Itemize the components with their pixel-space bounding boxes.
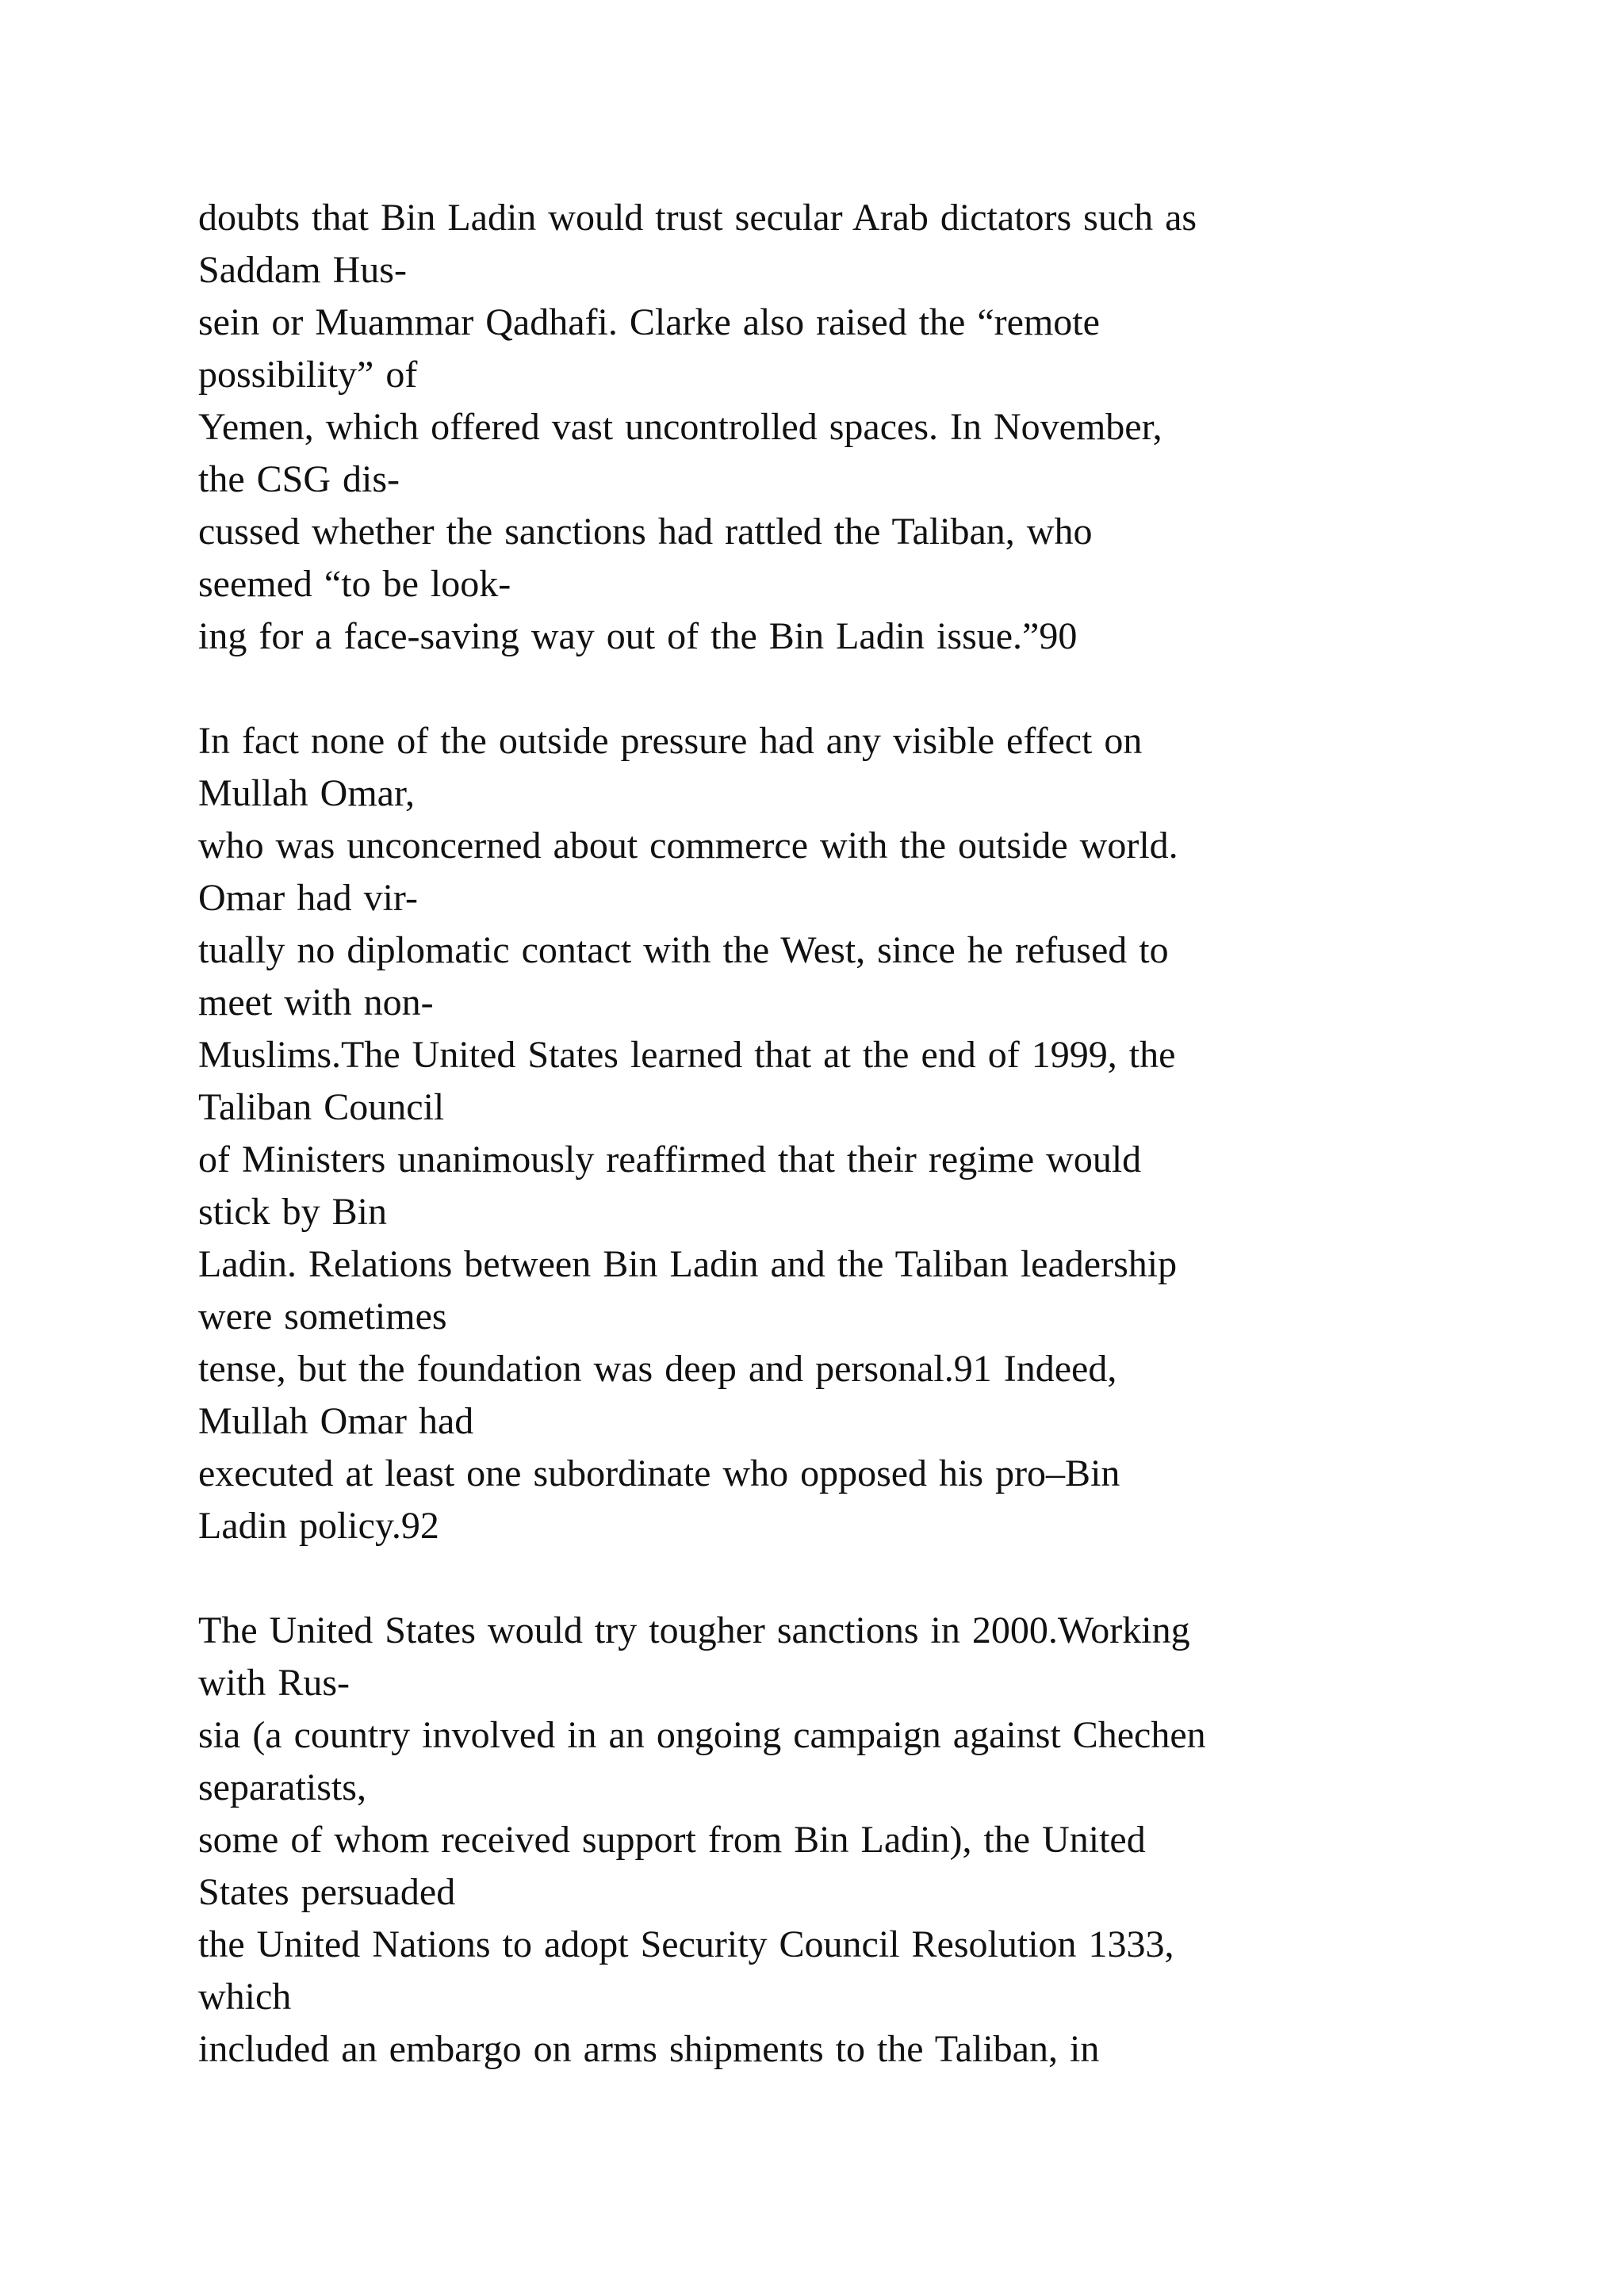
text-line: Yemen, which offered vast uncontrolled spaces. In November, (198, 406, 1162, 448)
text-line: included an embargo on arms shipments to the Taliban, in (198, 2028, 1100, 2070)
text-line: doubts that Bin Ladin would trust secular Arab dictators such as (198, 197, 1197, 239)
text-line: were sometimes (198, 1295, 447, 1337)
text-line: possibility” of (198, 354, 418, 396)
text-line: Mullah Omar had (198, 1400, 474, 1442)
text-line: of Ministers unanimously reaffirmed that their regime would (198, 1138, 1142, 1181)
text-line: Mullah Omar, (198, 772, 416, 814)
text-line: tually no diplomatic contact with the West, since he refused to (198, 929, 1169, 971)
text-line: Taliban Council (198, 1086, 445, 1128)
text-line: meet with non- (198, 982, 434, 1024)
paragraph-3 (198, 1605, 1515, 2076)
text-line: separatists, (198, 1766, 366, 1808)
paragraph-spacer (198, 663, 1515, 715)
text-line: In fact none of the outside pressure had any visible effect on (198, 720, 1143, 762)
text-line: Ladin policy.92 (198, 1505, 439, 1547)
text-line: who was unconcerned about commerce with the outside world. (198, 825, 1178, 867)
text-line: seemed “to be look- (198, 563, 511, 605)
text-line: cussed whether the sanctions had rattled the Taliban, who (198, 511, 1093, 553)
text-line: tense, but the foundation was deep and personal.91 Indeed, (198, 1348, 1117, 1390)
paragraph-1 (198, 192, 1515, 663)
text-line: Saddam Hus- (198, 249, 407, 291)
text-line: ing for a face-saving way out of the Bin Ladin issue.”90 (198, 615, 1078, 657)
text-line: Ladin. Relations between Bin Ladin and the Taliban leadership (198, 1243, 1178, 1285)
text-line: the United Nations to adopt Security Council Resolution 1333, (198, 1923, 1174, 1965)
text-line: some of whom received support from Bin Ladin), the United (198, 1819, 1146, 1861)
paragraph-2 (198, 715, 1515, 1552)
text-line: executed at least one subordinate who opposed his pro–Bin (198, 1452, 1120, 1494)
body-text (198, 192, 1515, 2076)
text-line: Muslims.The United States learned that at the end of 1999, the (198, 1034, 1176, 1076)
text-line: the CSG dis- (198, 458, 400, 500)
paragraph-spacer (198, 1552, 1515, 1605)
text-line: The United States would try tougher sanctions in 2000.Working (198, 1609, 1190, 1651)
text-line: sia (a country involved in an ongoing campaign against Chechen (198, 1714, 1206, 1756)
text-line: with Rus- (198, 1662, 350, 1704)
text-line: States persuaded (198, 1871, 456, 1913)
text-line: stick by Bin (198, 1191, 388, 1233)
text-line: sein or Muammar Qadhafi. Clarke also raised the “remote (198, 301, 1100, 343)
text-line: which (198, 1976, 292, 2018)
text-line: Omar had vir- (198, 877, 418, 919)
